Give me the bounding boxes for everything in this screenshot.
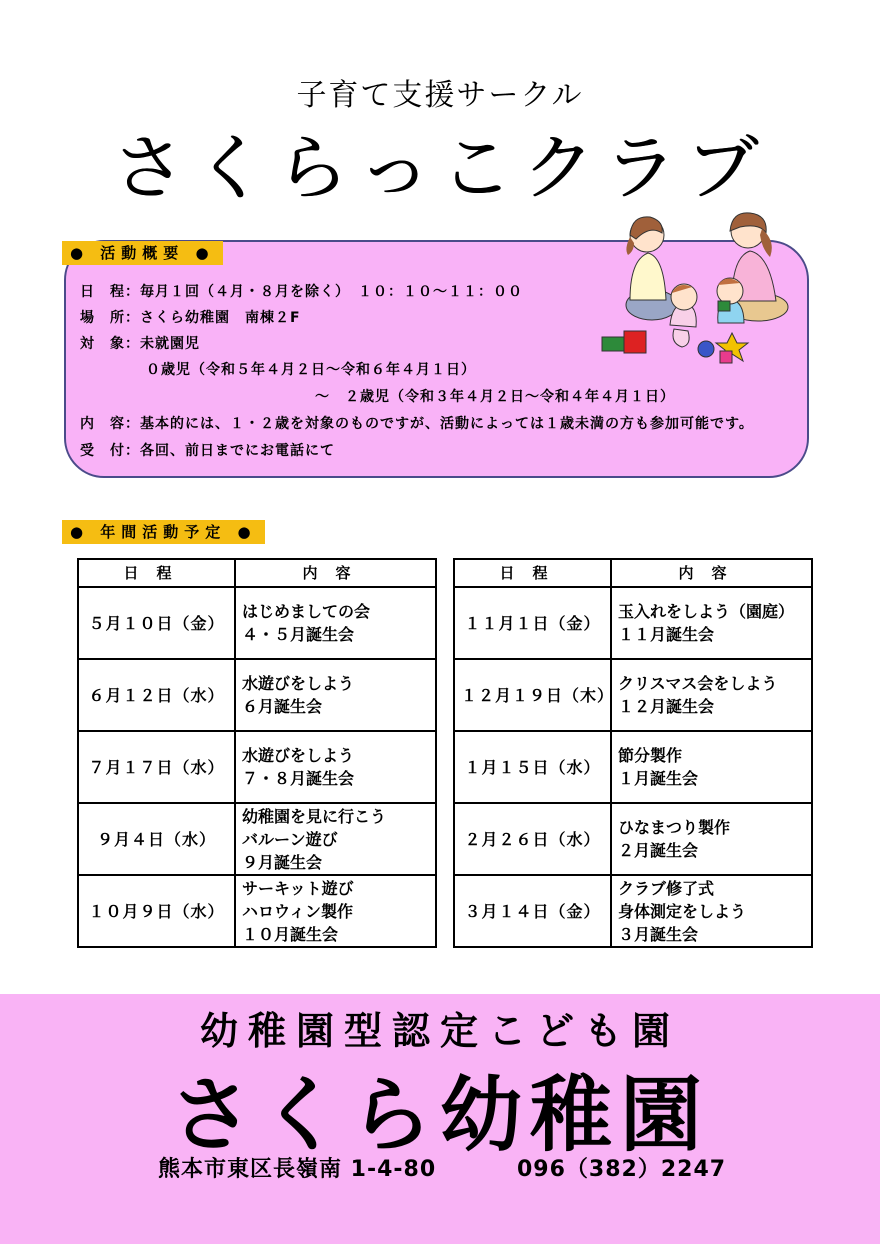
content-line: ２月誕生会 (618, 841, 699, 860)
content-line: 水遊びをしよう (242, 746, 355, 765)
table-row (454, 875, 812, 947)
content-line: １０月誕生会 (242, 924, 339, 944)
overview-schedule: 日 程：毎月１回（４月・８月を除く） １０：１０～１１：００ (80, 284, 523, 300)
col-content-header: 内容 (235, 559, 436, 587)
overview-place: 場 所：さくら幼稚園 南棟２F (80, 310, 301, 326)
table-row (78, 875, 436, 947)
content-line: 節分製作 (618, 746, 683, 765)
schedule-table-right (453, 558, 813, 948)
schedule-content (611, 587, 812, 659)
overview-content: 内 容：基本的には、１・２歳を対象のものですが、活動によっては１歳未満の方も参加可能です。 (80, 416, 754, 432)
content-line: はじめましての会 (242, 602, 371, 621)
overview-heading: ● 活動概要 ● (62, 241, 223, 265)
content-line: ７・８月誕生会 (242, 769, 355, 788)
footer-subtitle: 幼稚園型認定こども園 (199, 1009, 680, 1053)
content-line: サーキット遊び (242, 878, 354, 898)
schedule-date: １２月１９日（木） (454, 659, 611, 731)
content-line: １２月誕生会 (618, 697, 715, 716)
table-row (454, 659, 812, 731)
schedule-content (611, 803, 812, 875)
schedule-date: ９月４日（水） (78, 803, 235, 875)
schedule-content (235, 587, 436, 659)
table-row (454, 587, 812, 659)
overview-target: 対 象：未就園児 (80, 336, 200, 352)
kindergarten-name: さくら幼稚園 (169, 1068, 710, 1163)
col-content-header: 内容 (611, 559, 812, 587)
schedule-date: ７月１７日（水） (78, 731, 235, 803)
schedule-content (611, 731, 812, 803)
content-line: ハロウィン製作 (242, 901, 354, 921)
table-row (78, 803, 436, 875)
schedule-content (611, 875, 812, 947)
col-date-header: 日程 (454, 559, 611, 587)
schedule-date: １月１５日（水） (454, 731, 611, 803)
footer-address: 熊本市東区長嶺南 1-4-80 (158, 1157, 437, 1182)
table-row (78, 659, 436, 731)
schedule-content (235, 731, 436, 803)
table-row (78, 587, 436, 659)
content-line: 玉入れをしよう（園庭） (618, 602, 795, 621)
content-line: 幼稚園を見に行こう (242, 806, 387, 826)
content-line: ３月誕生会 (618, 924, 699, 944)
schedule-content (235, 875, 436, 947)
content-line: クラブ修了式 (618, 878, 715, 898)
content-line: 身体測定をしよう (618, 901, 747, 921)
content-line: バルーン遊び (242, 829, 338, 849)
table-row (78, 731, 436, 803)
overview-target-age0: ０歳児（令和５年４月２日～令和６年４月１日） (146, 362, 476, 378)
col-date-header: 日程 (78, 559, 235, 587)
schedule-content (235, 659, 436, 731)
content-line: クリスマス会をしよう (618, 674, 778, 693)
content-line: １月誕生会 (618, 769, 699, 788)
content-line: ４・５月誕生会 (242, 625, 355, 644)
schedule-date: ５月１０日（金） (78, 587, 235, 659)
overview-reception: 受 付：各回、前日までにお電話にて (80, 443, 335, 459)
schedule-date: １０月９日（水） (78, 875, 235, 947)
schedule-date: １１月１日（金） (454, 587, 611, 659)
content-line: ６月誕生会 (242, 697, 323, 716)
schedule-content (611, 659, 812, 731)
footer-phone: 096（382）2247 (517, 1157, 727, 1182)
schedule-table-left (77, 558, 437, 948)
schedule-date: ６月１２日（水） (78, 659, 235, 731)
table-row (454, 803, 812, 875)
table-row (454, 731, 812, 803)
schedule-date: ２月２６日（水） (454, 803, 611, 875)
schedule-content (235, 803, 436, 875)
content-line: ひなまつり製作 (618, 818, 731, 837)
page-title: さくらっこクラブ (111, 126, 768, 210)
content-line: ９月誕生会 (242, 852, 323, 872)
content-line: １１月誕生会 (618, 625, 715, 644)
mothers-and-babies-illustration (600, 205, 810, 365)
content-line: 水遊びをしよう (242, 674, 355, 693)
annual-heading: ● 年間活動予定 ● (62, 520, 265, 544)
schedule-date: ３月１４日（金） (454, 875, 611, 947)
header-subtitle: 子育て支援サークル (296, 78, 584, 113)
overview-target-age2: ～ ２歳児（令和３年４月２日～令和４年４月１日） (315, 389, 675, 405)
